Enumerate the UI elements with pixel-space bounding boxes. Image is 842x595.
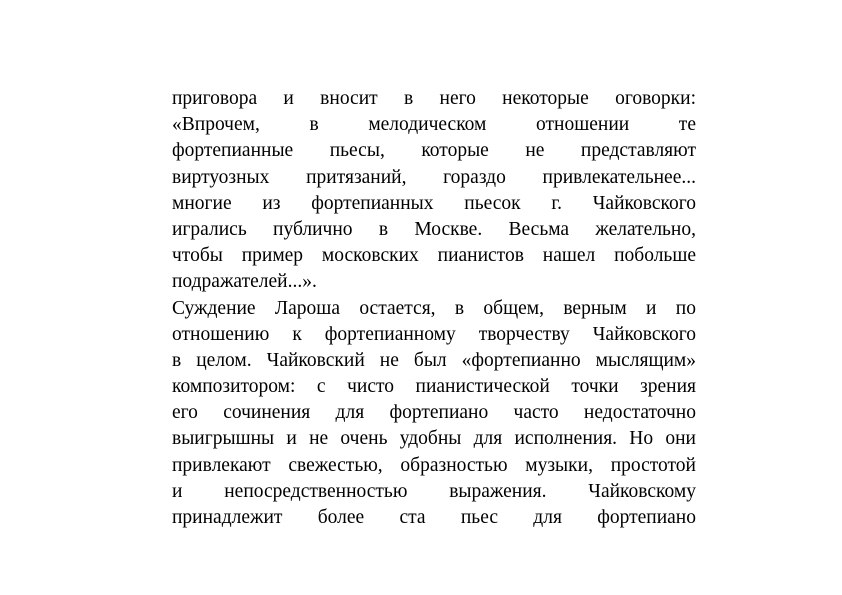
text-line: «Впрочем, в мелодическом отношении те (172, 114, 696, 136)
text-line: и непосредственностью выражения. Чайковскому (172, 480, 696, 502)
text-line: выигрышны и не очень удобны для исполнения. Но они (172, 428, 696, 450)
text-line: фортепианные пьесы, которые не представляют (172, 140, 696, 162)
text-line: многие из фортепианных пьесок г. Чайковского (172, 192, 696, 214)
body-text (172, 86, 696, 531)
text-line: его сочинения для фортепиано часто недостаточно (172, 402, 696, 424)
text-line: отношению к фортепианному творчеству Чайковского (172, 323, 696, 345)
text-line: композитором: с чисто пианистической точки зрения (172, 376, 696, 398)
text-line: виртуозных притязаний, гораздо привлекательнее... (172, 166, 696, 188)
text-line: принадлежит более ста пьес для фортепиано (172, 507, 696, 528)
text-line: Суждение Лароша остается, в общем, верным и по (172, 297, 696, 319)
text-line: приговора и вносит в него некоторые оговорки: (172, 88, 696, 109)
text-line: чтобы пример московских пианистов нашел побольше (172, 245, 696, 267)
text-line: игрались публично в Москве. Весьма желательно, (172, 218, 696, 240)
text-line-paragraph-end: подражателей...». (172, 271, 317, 293)
text-line: привлекают свежестью, образностью музыки, простотой (172, 454, 696, 476)
text-line: в целом. Чайковский не был «фортепианно мыслящим» (172, 349, 696, 371)
